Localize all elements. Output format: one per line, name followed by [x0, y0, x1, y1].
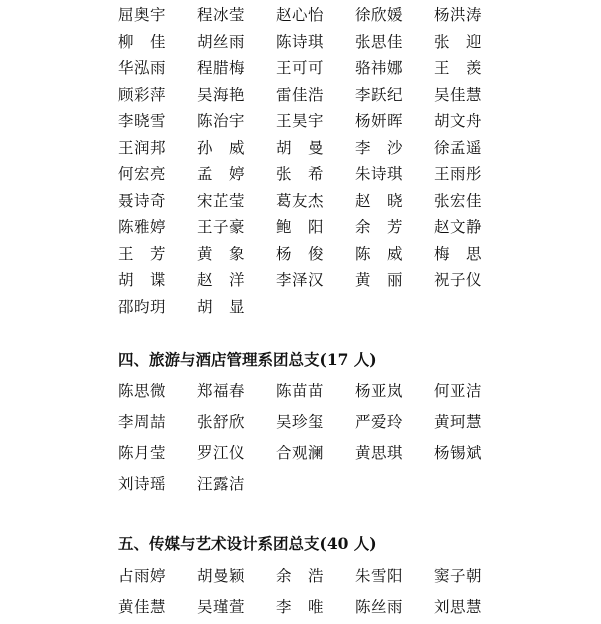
- member-name: 王润邦: [118, 138, 167, 157]
- member-name: 宋芷莹: [197, 191, 246, 210]
- member-name: 陈丝雨: [355, 598, 404, 616]
- member-name: 胡曼颖: [197, 567, 246, 585]
- member-name: 程腊梅: [197, 59, 246, 77]
- member-name: 朱雪阳: [355, 567, 404, 585]
- section4-name-grid: [118, 376, 513, 500]
- member-name: 王昊宇: [276, 112, 325, 130]
- member-name: 陈诗琪: [276, 32, 325, 51]
- member-name: 余 浩: [276, 567, 325, 585]
- member-name: 黄佳慧: [118, 598, 167, 616]
- member-name: 罗江仪: [197, 444, 246, 462]
- member-name: 何亚洁: [434, 382, 483, 400]
- member-name: 李泽汉: [276, 271, 325, 289]
- member-name: 余 芳: [355, 218, 404, 236]
- member-name: 黄珂慧: [434, 413, 483, 431]
- member-name: 胡 曼: [276, 138, 325, 157]
- member-name: 刘诗瑶: [118, 475, 167, 493]
- member-name: 张 希: [276, 165, 325, 183]
- member-name: 黄 丽: [355, 271, 404, 289]
- member-name: 华泓雨: [118, 59, 167, 77]
- member-name: 吴佳慧: [434, 85, 483, 104]
- member-name: 李跃纪: [355, 85, 404, 104]
- member-name: 窦子朝: [434, 567, 483, 585]
- member-name: 李 唯: [276, 598, 325, 616]
- section3-name-grid: [118, 2, 513, 320]
- member-name: 杨妍晖: [355, 112, 404, 130]
- member-name: 顾彩萍: [118, 85, 167, 104]
- member-name: 程冰莹: [197, 6, 246, 24]
- member-name: 黄思琪: [355, 444, 404, 462]
- member-name: 徐欣媛: [355, 6, 404, 24]
- member-name: 葛友杰: [276, 191, 325, 210]
- member-name: 张 迎: [434, 32, 483, 51]
- member-name: 赵 洋: [197, 271, 246, 289]
- member-name: 陈苗苗: [276, 382, 325, 400]
- member-name: 陈雅婷: [118, 218, 167, 236]
- member-name: 吴瑾萱: [197, 598, 246, 616]
- member-name: 李周喆: [118, 413, 167, 431]
- member-name: 陈治宇: [197, 112, 246, 130]
- member-name: 张思佳: [355, 32, 404, 51]
- member-name: 杨洪涛: [434, 6, 483, 24]
- member-name: 陈思微: [118, 382, 167, 400]
- member-name: 吴海艳: [197, 85, 246, 104]
- member-name: 祝子仪: [434, 271, 483, 289]
- member-name: 朱诗琪: [355, 165, 404, 183]
- member-name: 严爱玲: [355, 413, 404, 431]
- member-name: 汪露洁: [197, 475, 246, 493]
- member-name: 胡丝雨: [197, 32, 246, 51]
- member-name: 陈 威: [355, 244, 404, 263]
- member-name: 骆祎娜: [355, 59, 404, 77]
- member-name: 李 沙: [355, 138, 404, 157]
- section5-name-grid: [118, 561, 513, 623]
- member-name: 胡文舟: [434, 112, 483, 130]
- member-name: 郑福春: [197, 382, 246, 400]
- member-name: 合观澜: [276, 444, 325, 462]
- member-name: 张舒欣: [197, 413, 246, 431]
- member-name: 胡 谍: [118, 271, 167, 289]
- member-name: 杨锡斌: [434, 444, 483, 462]
- member-name: 徐孟遥: [434, 138, 483, 157]
- member-name: 梅 思: [434, 244, 483, 263]
- member-name: 赵文静: [434, 218, 483, 236]
- member-name: 孙 威: [197, 138, 246, 157]
- member-name: 李晓雪: [118, 112, 167, 130]
- member-name: 王 羡: [434, 59, 483, 77]
- member-name: 王可可: [276, 59, 325, 77]
- member-name: 孟 婷: [197, 165, 246, 183]
- member-name: 邵昀玥: [118, 297, 167, 316]
- member-name: 杨 俊: [276, 244, 325, 263]
- member-name: 鲍 阳: [276, 218, 325, 236]
- member-name: 胡 显: [197, 297, 246, 316]
- member-name: 吴珍玺: [276, 413, 325, 431]
- member-name: 柳 佳: [118, 32, 167, 51]
- member-name: 王子豪: [197, 218, 246, 236]
- member-name: 赵心怡: [276, 6, 325, 24]
- member-name: 占雨婷: [118, 567, 167, 585]
- member-name: 王 芳: [118, 244, 167, 263]
- member-name: 何宏亮: [118, 165, 167, 183]
- section4-heading: 四、旅游与酒店管理系团总支(17 人): [118, 350, 377, 369]
- member-name: 雷佳浩: [276, 85, 325, 104]
- member-name: 聂诗奇: [118, 191, 167, 210]
- member-name: 赵 晓: [355, 191, 404, 210]
- section5-heading: 五、传媒与艺术设计系团总支(40 人): [118, 534, 377, 553]
- member-name: 黄 象: [197, 244, 246, 263]
- member-name: 王雨彤: [434, 165, 483, 183]
- member-name: 杨亚岚: [355, 382, 404, 400]
- member-name: 屈奥宇: [118, 6, 167, 24]
- member-name: 刘思慧: [434, 598, 483, 616]
- member-name: 张宏佳: [434, 191, 483, 210]
- member-name: 陈月莹: [118, 444, 167, 462]
